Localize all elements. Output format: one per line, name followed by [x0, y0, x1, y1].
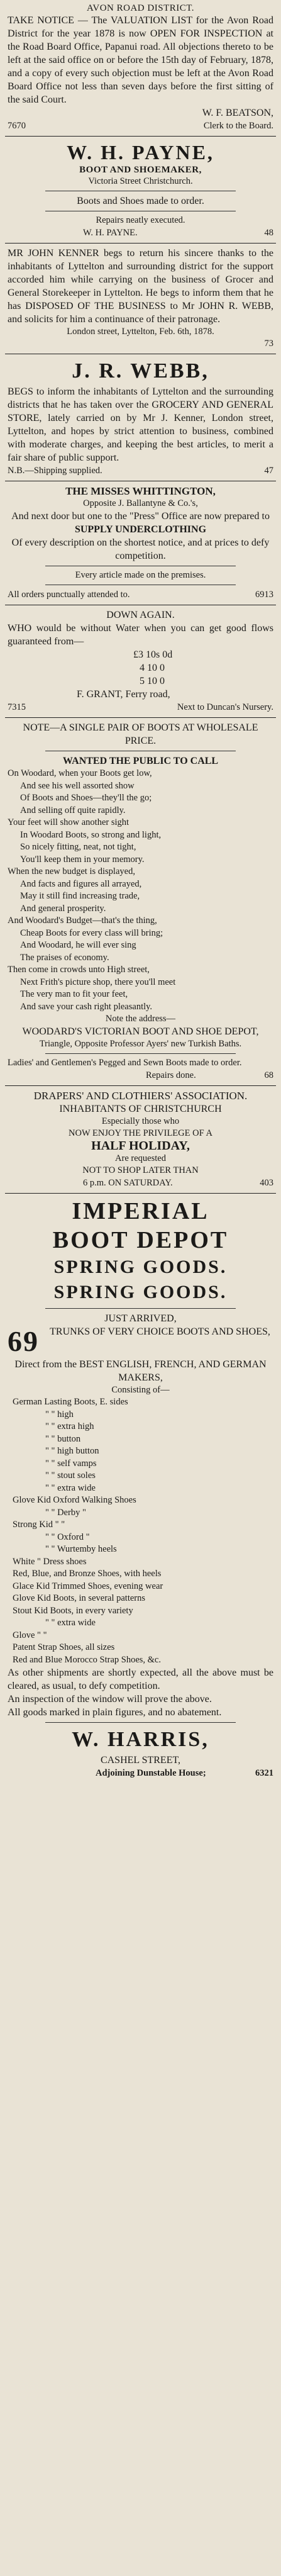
payne-footer — [8, 227, 273, 239]
item-line: " " Oxford " — [45, 1532, 90, 1542]
ad-ref: 403 — [260, 1178, 273, 1188]
grant-footer — [8, 701, 273, 714]
grant-signer: F. GRANT, Ferry road, — [77, 689, 170, 700]
imperial-spring: SPRING GOODS. — [53, 1282, 228, 1302]
woodard-addr: Triangle, Opposite Professor Ayers' new Turkish Baths. — [39, 1039, 242, 1049]
payne-line: Boots and Shoes made to order. — [77, 196, 204, 206]
ad-ref: 6321 — [255, 1768, 273, 1778]
imperial-boot-depot-ad — [5, 1194, 276, 1783]
item-line: Glove " " — [13, 1630, 47, 1640]
payne-title: W. H. PAYNE, — [67, 141, 214, 164]
item-line: German Lasting Boots, E. sides — [13, 1397, 128, 1407]
divider — [45, 1722, 236, 1723]
poem-line: Of Boots and Shoes—they'll the go; — [20, 793, 152, 803]
grant-body: WHO would be without Water when you can get good flows guaranteed from— — [8, 623, 273, 647]
poem-line: You'll keep them in your memory. — [20, 854, 145, 865]
woodard-boot-ad — [5, 718, 276, 1086]
item-line: " " Wurtemby heels — [45, 1544, 117, 1554]
imperial-title: IMPERIAL — [72, 1198, 209, 1224]
kenner-notice — [5, 244, 276, 354]
poem-line: Your feet will show another sight — [8, 817, 129, 827]
grant-price: 5 10 0 — [140, 676, 165, 686]
drapers-line3: Are requested — [115, 1153, 166, 1163]
imperial-name: W. HARRIS, — [72, 1728, 209, 1751]
imperial-trunks: TRUNKS OF VERY CHOICE BOOTS AND SHOES, — [50, 1326, 270, 1337]
poem-line: Cheap Boots for every class will bring; — [20, 927, 163, 938]
ad-ref: 73 — [264, 339, 273, 349]
poem-line: And save your cash right pleasantly. — [20, 1001, 153, 1012]
imperial-trunks-block — [8, 1325, 273, 1358]
poem-line: The praises of economy. — [20, 952, 109, 963]
notice-footer — [8, 120, 273, 132]
woodard-intro: NOTE—A SINGLE PAIR OF BOOTS AT WHOLESALE PRICE. — [23, 722, 258, 746]
poem-line: Then come in crowds unto High street, — [8, 965, 150, 975]
whittington-footer — [8, 588, 273, 601]
poem-line: And Woodard, he will ever sing — [20, 940, 136, 950]
poem-line: And general prosperity. — [20, 903, 106, 914]
imperial-items — [8, 1396, 273, 1666]
webb-ad — [5, 354, 276, 481]
item-line: " " self vamps — [45, 1458, 97, 1469]
item-line: Strong Kid " " — [13, 1520, 65, 1530]
notice-body: TAKE NOTICE — The VALUATION LIST for the Avon Road District for the year 1878 is now OPEN FOR INSPECTION at the Road Board Office, Papanui road. All objections thereto to be left at the said office on or before the 15th day of February, 1878, and a copy of every such objection must be left at the Avon Road Board Office not less than seven days before the first sitting of the said Court. — [8, 15, 273, 105]
grant-title: DOWN AGAIN. — [106, 610, 175, 620]
whittington-opposite: Opposite J. Ballantyne & Co.'s, — [83, 498, 198, 508]
imperial-street: CASHEL STREET, — [100, 1755, 181, 1766]
imperial-spring: SPRING GOODS. — [53, 1257, 228, 1277]
grant-water-ad — [5, 605, 276, 718]
poem-line: And see his well assorted show — [20, 780, 135, 791]
payne-signer: W. H. PAYNE. — [83, 228, 138, 238]
newspaper-column — [5, 0, 276, 1783]
item-line: " " extra high — [45, 1421, 94, 1431]
imperial-inspection: An inspection of the window will prove the above. — [8, 1694, 212, 1705]
webb-body: BEGS to inform the inhabitants of Lyttelton and the surrounding districts that he has taken over the GROCERY AND GENERAL STORE, lately carried on by Mr J. Kenner, London street, Lyttelton, and hopes by strict attention to business, combined with moderate charges, and keeping the best articles, to merit a fair share of public support. — [8, 386, 273, 463]
ad-ref: 47 — [264, 466, 273, 476]
drapers-line1: Especially those who — [101, 1116, 180, 1126]
drapers-line2: NOW ENJOY THE PRIVILEGE OF A — [69, 1128, 212, 1138]
item-line: Patent Strap Shoes, all sizes — [13, 1642, 115, 1652]
poem-line: Next Frith's picture shop, there you'll meet — [20, 977, 176, 987]
item-line: " " extra wide — [45, 1482, 96, 1493]
woodard-shop: WOODARD'S VICTORIAN BOOT AND SHOE DEPOT, — [22, 1026, 259, 1037]
item-line: Red, Blue, and Bronze Shoes, with heels — [13, 1569, 162, 1579]
item-line: Glove Kid Oxford Walking Shoes — [13, 1495, 136, 1505]
poem-line: So nicely fitting, neat, not tight, — [20, 842, 136, 852]
imperial-direct: Direct from the BEST ENGLISH, FRENCH, AND GERMAN MAKERS, — [14, 1359, 267, 1383]
divider — [45, 1053, 236, 1054]
poem-line: When the new budget is displayed, — [8, 866, 135, 876]
imperial-closing: As other shipments are shortly expected, all the above must be cleared, as usual, to defy competition. — [8, 1667, 273, 1691]
kenner-date: London street, Lyttelton, Feb. 6th, 1878. — [67, 327, 214, 337]
whittington-ad — [5, 481, 276, 605]
imperial-plain: All goods marked in plain figures, and no abatement. — [8, 1707, 222, 1718]
woodard-poem — [8, 768, 273, 1013]
woodard-title: WANTED THE PUBLIC TO CALL — [62, 756, 219, 766]
imperial-title2: BOOT DEPOT — [52, 1227, 229, 1253]
item-line: White " Dress shoes — [13, 1556, 87, 1567]
grant-price: £3 10s 0d — [133, 649, 173, 660]
imperial-addr: Adjoining Dunstable House; — [96, 1768, 206, 1778]
imperial-consisting: Consisting of— — [111, 1385, 170, 1395]
poem-line: And selling off quite rapidly. — [20, 805, 126, 815]
item-line: " " stout soles — [45, 1470, 96, 1481]
ad-ref: 68 — [264, 1070, 273, 1080]
item-line: Glace Kid Trimmed Shoes, evening wear — [13, 1581, 163, 1591]
drapers-ad — [5, 1086, 276, 1194]
poem-line: The very man to fit your feet, — [20, 989, 128, 999]
poem-line: In Woodard Boots, so strong and light, — [20, 829, 162, 840]
imperial-arrived: JUST ARRIVED, — [104, 1313, 177, 1324]
notice-signer: W. F. BEATSON, — [202, 108, 273, 118]
ad-ref: 48 — [264, 228, 273, 238]
item-line: " " extra wide — [45, 1618, 96, 1628]
whittington-line2: Of every description on the shortest notice, and at prices to defy competition. — [11, 537, 270, 561]
item-line: Red and Blue Morocco Strap Shoes, &c. — [13, 1654, 161, 1665]
avon-road-notice — [5, 0, 276, 137]
woodard-note: Note the address— — [105, 1014, 176, 1024]
grant-price: 4 10 0 — [140, 663, 165, 673]
drapers-title: DRAPERS' AND CLOTHIERS' ASSOCIATION. — [33, 1090, 248, 1102]
whittington-line1: And next door but one to the "Press" Office are now prepared to — [11, 511, 270, 522]
notice-header: AVON ROAD DISTRICT. — [86, 3, 195, 13]
poem-line: On Woodard, when your Boots get low, — [8, 768, 152, 778]
item-line: " " button — [45, 1433, 81, 1444]
drapers-half: HALF HOLIDAY, — [91, 1139, 190, 1153]
webb-footer — [8, 464, 273, 477]
ad-ref: 6913 — [255, 590, 273, 600]
drapers-footer — [8, 1177, 273, 1189]
webb-title: J. R. WEBB, — [72, 359, 209, 383]
imperial-footer — [8, 1767, 273, 1779]
item-line: Stout Kid Boots, in every variety — [13, 1605, 133, 1616]
payne-street: Victoria Street Christchurch. — [88, 176, 193, 186]
notice-role: Clerk to the Board. — [203, 121, 273, 131]
item-line: " " high button — [45, 1446, 99, 1456]
kenner-body: MR JOHN KENNER begs to return his sincere thanks to the inhabitants of Lyttelton and surrounding district for the support accorded him while carrying on the business of Grocer and General Storekeeper in Lyttelton. He begs to inform them that he has DISPOSED OF THE BUSINESS to Mr JOHN R. WEBB, and solicits for him a continuance of their patronage. — [8, 248, 273, 325]
divider — [45, 1308, 236, 1309]
ad-ref: 7670 — [8, 121, 26, 131]
item-line: " " high — [45, 1409, 74, 1420]
imperial-num: 69 — [8, 1325, 39, 1357]
webb-shipping: N.B.—Shipping supplied. — [8, 466, 102, 476]
payne-repairs: Repairs neatly executed. — [96, 215, 185, 225]
drapers-line4: NOT TO SHOP LATER THAN — [82, 1165, 199, 1175]
item-line: Glove Kid Boots, in several patterns — [13, 1593, 146, 1603]
payne-boot-ad — [5, 137, 276, 244]
whittington-line3: Every article made on the premises. — [75, 570, 206, 580]
payne-subtitle: BOOT AND SHOEMAKER, — [79, 165, 202, 175]
poem-line: May it still find increasing trade, — [20, 891, 140, 901]
poem-line: And facts and figures all arrayed, — [20, 878, 142, 889]
drapers-line5: 6 p.m. ON SATURDAY. — [83, 1178, 173, 1188]
whittington-title: THE MISSES WHITTINGTON, — [65, 485, 216, 497]
woodard-footer — [8, 1069, 273, 1082]
whittington-supply: SUPPLY UNDERCLOTHING — [74, 524, 207, 535]
poem-line: And Woodard's Budget—that's the thing, — [8, 916, 157, 926]
grant-addr: Next to Duncan's Nursery. — [177, 702, 273, 712]
whittington-line4: All orders punctually attended to. — [8, 590, 130, 600]
ad-ref: 7315 — [8, 702, 26, 712]
woodard-tail: Ladies' and Gentlemen's Pegged and Sewn Boots made to order. — [8, 1058, 242, 1068]
drapers-intro: INHABITANTS OF CHRISTCHURCH — [59, 1104, 222, 1114]
item-line: " " Derby " — [45, 1507, 86, 1518]
woodard-repairs: Repairs done. — [146, 1070, 196, 1080]
